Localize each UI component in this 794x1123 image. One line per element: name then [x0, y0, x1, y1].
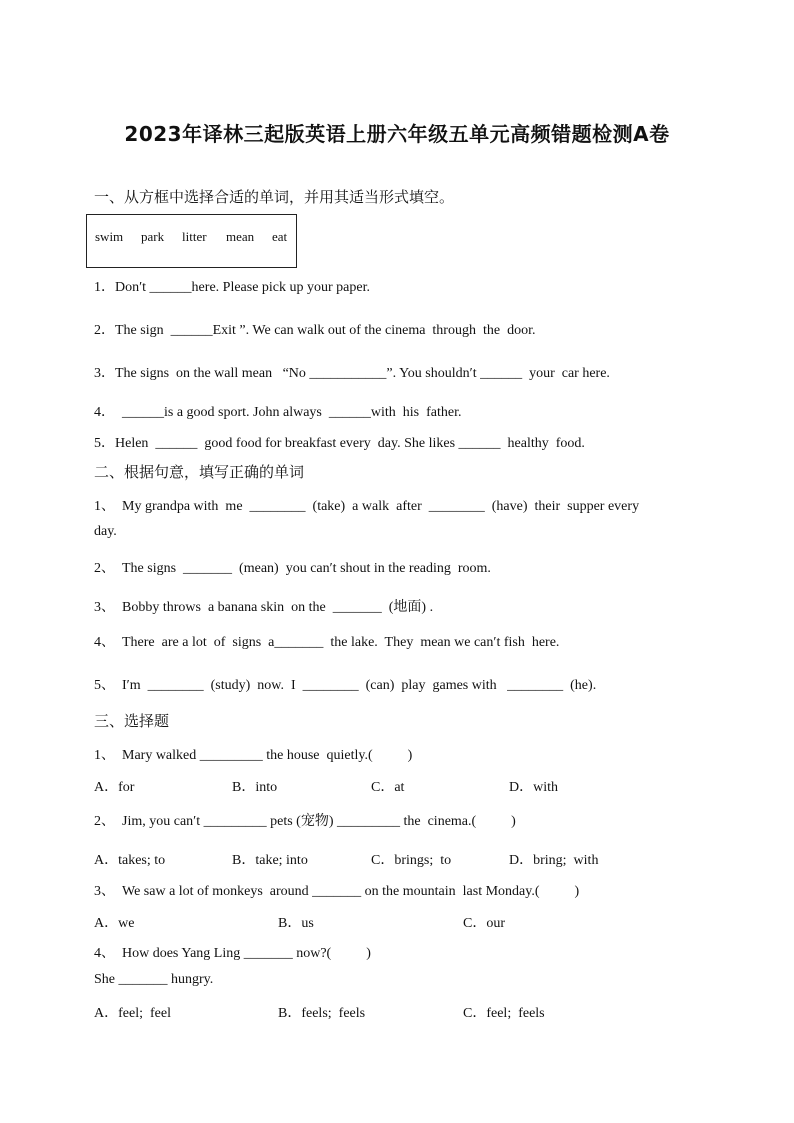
section-1-question-3: 3．The signs on the wall mean “No ___________”. You shouldn′t ______ your car here. — [94, 366, 610, 381]
word-bank-item: swim — [95, 229, 124, 244]
section-3-question-4: 4、 How does Yang Ling _______ now?( ) — [94, 946, 371, 961]
section-1-question-5: 5．Helen ______ good food for breakfast every day. She likes ______ healthy food. — [94, 436, 585, 451]
option-a: A．we — [94, 916, 135, 931]
option-a: A．takes; to — [94, 853, 166, 868]
word-bank-item: litter — [182, 229, 207, 244]
section-2-question-1: 1、 My grandpa with me ________ (take) a walk after ________ (have) their supper every — [94, 499, 640, 514]
word-bank-item: mean — [226, 229, 255, 244]
section-1-question-2: 2．The sign ______Exit ”. We can walk out of the cinema through the door. — [94, 323, 536, 338]
section-2-question-2: 2、 The signs _______ (mean) you can′t shout in the reading room. — [94, 561, 491, 576]
section-3-heading: 三、选择题 — [94, 712, 170, 730]
option-b: B．into — [232, 780, 278, 795]
option-b: B．take; into — [232, 853, 308, 868]
option-d: D．with — [509, 780, 558, 795]
option-c: C．our — [463, 916, 505, 931]
section-2-question-3: 3、 Bobby throws a banana skin on the _______ (地面) . — [94, 600, 434, 615]
section-2-question-5: 5、 I′m ________ (study) now. I ________ (can) play games with ________ (he). — [94, 678, 597, 693]
section-3-question-4-line-2: She _______ hungry. — [94, 972, 214, 987]
section-2-question-4: 4、 There are a lot of signs a_______ the lake. They mean we can′t fish here. — [94, 635, 560, 650]
option-a: A．feel; feel — [94, 1006, 171, 1021]
section-3-question-2: 2、 Jim, you can′t _________ pets (宠物) _________ the cinema.( ) — [94, 814, 516, 829]
word-bank-item: eat — [272, 229, 288, 244]
word-bank-box — [86, 214, 297, 268]
section-1-question-1: 1．Don′t ______here. Please pick up your paper. — [94, 280, 371, 295]
option-d: D．bring; with — [509, 853, 599, 868]
option-a: A．for — [94, 780, 135, 795]
option-b: B．us — [278, 916, 314, 931]
section-3-question-3: 3、 We saw a lot of monkeys around _______ on the mountain last Monday.( ) — [94, 884, 580, 899]
option-c: C．feel; feels — [463, 1006, 545, 1021]
section-1-heading: 一、从方框中选择合适的单词，并用其适当形式填空。 — [94, 188, 455, 206]
word-bank-item: park — [141, 229, 165, 244]
option-c: C．brings; to — [371, 853, 452, 868]
section-3-question-1: 1、 Mary walked _________ the house quietly.( ) — [94, 748, 413, 763]
option-c: C．at — [371, 780, 405, 795]
section-2-question-1-cont: day. — [94, 524, 117, 539]
section-1-question-4: 4． ______is a good sport. John always ______with his father. — [94, 405, 462, 420]
page-title: 2023年译林三起版英语上册六年级五单元高频错题检测A卷 — [124, 122, 670, 146]
section-2-heading: 二、根据句意，填写正确的单词 — [94, 463, 305, 481]
option-b: B．feels; feels — [278, 1006, 366, 1021]
